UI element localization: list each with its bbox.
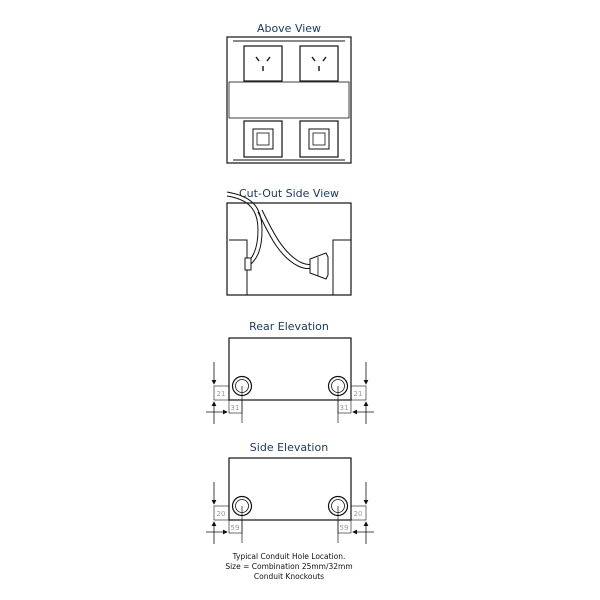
power-outlet-icon bbox=[244, 46, 282, 81]
above-view bbox=[227, 37, 351, 163]
rear-height-dim-left: 21 bbox=[216, 390, 226, 398]
side-elevation-title: Side Elevation bbox=[249, 441, 329, 454]
side-elevation-outline bbox=[229, 458, 351, 520]
conduit-note-line-2: Size = Combination 25mm/32mm bbox=[225, 562, 353, 571]
data-port-icon bbox=[244, 121, 282, 157]
side-height-dim-right: 20 bbox=[353, 510, 363, 518]
cutout-box-outline bbox=[227, 203, 351, 295]
data-port-icon bbox=[300, 121, 338, 157]
cutout-side-view-title: Cut-Out Side View bbox=[238, 187, 340, 200]
power-outlet-icon bbox=[300, 46, 338, 81]
above-view-outline bbox=[227, 37, 351, 163]
rear-elevation-title: Rear Elevation bbox=[249, 320, 329, 333]
conduit-note-line-3: Conduit Knockouts bbox=[253, 572, 325, 581]
rear-height-dim-right: 21 bbox=[353, 390, 363, 398]
rear-offset-dim-left: 31 bbox=[230, 404, 240, 412]
plug-icon bbox=[310, 253, 328, 279]
conduit-note-line-1: Typical Conduit Hole Location. bbox=[232, 552, 346, 561]
rear-offset-dim-right: 31 bbox=[339, 404, 349, 412]
rear-elevation-outline bbox=[229, 338, 351, 400]
side-offset-dim-right: 59 bbox=[339, 524, 349, 532]
conduit-note bbox=[0, 552, 578, 582]
above-view-title: Above View bbox=[256, 22, 322, 35]
side-height-dim-left: 20 bbox=[216, 510, 226, 518]
cutout-side-view bbox=[227, 192, 351, 295]
side-offset-dim-left: 59 bbox=[230, 524, 240, 532]
